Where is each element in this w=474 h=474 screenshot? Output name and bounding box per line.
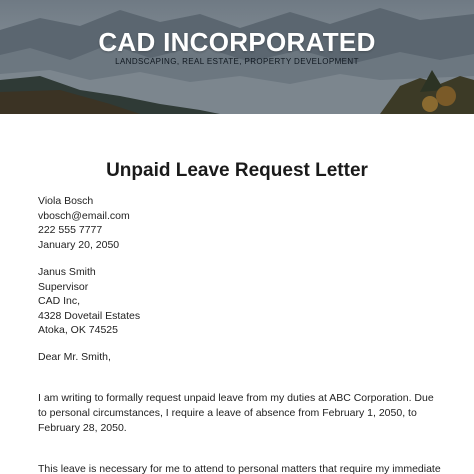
sender-phone: 222 555 7777	[38, 224, 103, 236]
letter-date: January 20, 2050	[38, 238, 120, 251]
recipient-block	[38, 265, 140, 338]
recipient-name: Janus Smith	[38, 266, 96, 278]
company-name: CAD INCORPORATED	[98, 27, 376, 57]
header-banner	[0, 0, 474, 114]
recipient-company: CAD Inc,	[38, 295, 81, 307]
company-tagline: LANDSCAPING, REAL ESTATE, PROPERTY DEVELOPMENT	[115, 57, 359, 66]
sender-block	[38, 194, 130, 252]
sender-email: vbosch@email.com	[38, 209, 130, 222]
sender-name: Viola Bosch	[38, 195, 94, 207]
recipient-street: 4328 Dovetail Estates	[38, 309, 141, 322]
recipient-title: Supervisor	[38, 280, 89, 293]
salutation: Dear Mr. Smith,	[38, 351, 111, 363]
letter-title: Unpaid Leave Request Letter	[106, 160, 368, 181]
body-paragraph-2: This leave is necessary for me to attend to personal matters that require my immediate	[38, 463, 441, 474]
body-paragraph-1: I am writing to formally request unpaid leave from my duties at ABC Corporation. Due to personal circumstances, I require a leave of absence from February 1, 2050, to February 28, 2050.	[38, 392, 434, 434]
recipient-city: Atoka, OK 74525	[38, 324, 118, 336]
